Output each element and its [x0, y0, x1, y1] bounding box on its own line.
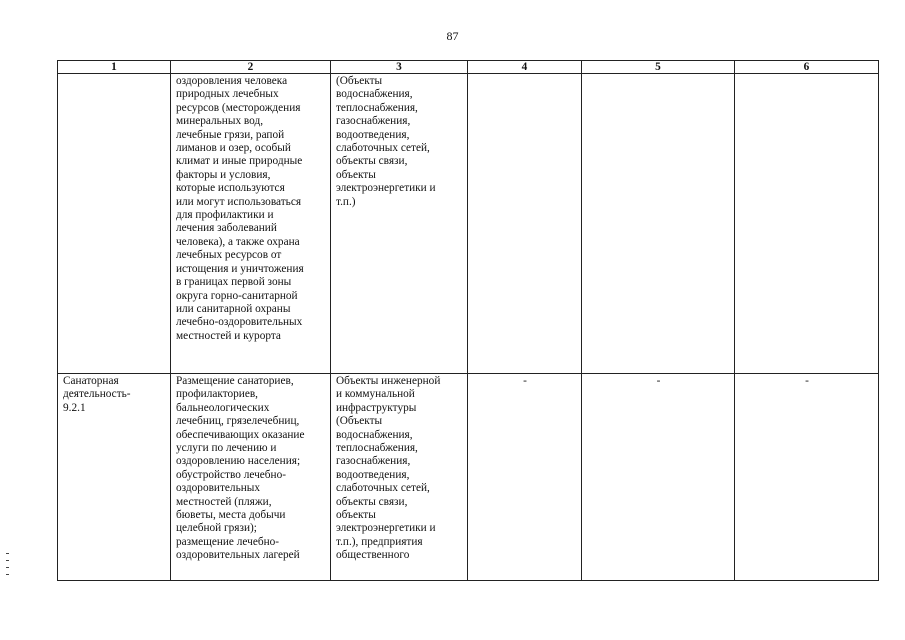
header-col-6: 6	[735, 61, 879, 74]
cell-text-line: минеральных вод,	[176, 115, 264, 128]
cell-text-line: лечебниц, грязелечебниц,	[176, 415, 300, 428]
cell-text-line: Объекты инженерной	[336, 375, 441, 387]
cell-text-line: округа горно-санитарной	[176, 289, 298, 302]
cell-text-line: Размещение санаториев,	[176, 375, 294, 387]
cell-text-line: целебной грязи);	[176, 522, 257, 535]
cell-text-line: оздоровительных лагерей	[176, 549, 300, 562]
cell-text-line: слаботочных сетей,	[336, 142, 430, 155]
cell-text-line: для профилактики и	[176, 209, 274, 222]
cell-text-line: электроэнергетики и	[336, 182, 436, 195]
row2-zone-name-cell	[58, 374, 171, 581]
cell-text-line: лечебные грязи, рапой	[176, 128, 285, 141]
cell-text-line: оздоровлению населения;	[176, 455, 301, 468]
header-col-3: 3	[331, 61, 468, 74]
cell-text-line: водоотведения,	[336, 128, 410, 141]
cell-text-line: слаботочных сетей,	[336, 482, 430, 495]
cell-text-line: в границах первой зоны	[176, 276, 292, 289]
cell-text-line: бюветы, места добычи	[176, 509, 286, 522]
row1-col3-cell	[331, 74, 468, 374]
cell-text-line: инфраструктуры	[336, 401, 417, 414]
header-row	[58, 61, 879, 74]
cell-text-line: газоснабжения,	[336, 455, 411, 468]
cell-text-line: обустройство лечебно-	[176, 468, 286, 481]
header-col-2: 2	[171, 61, 331, 74]
row2-objects-cell	[331, 374, 468, 581]
cell-text-line: водоотведения,	[336, 468, 410, 481]
cell-text-line: т.п.)	[336, 195, 356, 208]
cell-text-line: которые используются	[176, 182, 285, 195]
cell-text-line: бальнеологических	[176, 401, 270, 414]
row2-col5-dash: -	[582, 374, 735, 581]
cell-text-line: местностей (пляжи,	[176, 495, 272, 508]
cell-text-line: теплоснабжения,	[336, 442, 418, 455]
cell-text-line: природных лечебных	[176, 88, 279, 101]
cell-text-line: ресурсов (месторождения	[176, 101, 301, 114]
cell-text-line: газоснабжения,	[336, 115, 411, 128]
cell-text-line: профилакториев,	[176, 388, 259, 401]
cell-text-line: размещение лечебно-	[176, 535, 280, 548]
cell-text-line: лечения заболеваний	[176, 222, 277, 235]
cell-text-line: электроэнергетики и	[336, 522, 436, 535]
cell-text-line: лечебно-оздоровительных	[176, 316, 303, 329]
cell-text-line: (Объекты	[336, 75, 383, 87]
row1-col6-cell	[735, 74, 879, 374]
header-col-4: 4	[468, 61, 582, 74]
table-row	[58, 374, 879, 581]
cell-text-line: оздоровительных	[176, 482, 261, 495]
cell-text-line: (Объекты	[336, 415, 383, 428]
cell-text-line: общественного	[336, 549, 410, 562]
cell-text-line: или санитарной охраны	[176, 302, 291, 315]
row2-description-cell	[171, 374, 331, 581]
row1-col2-cell	[171, 74, 331, 374]
row2-col6-dash: -	[735, 374, 879, 581]
cell-text-line: и коммунальной	[336, 388, 415, 401]
cell-text-line: водоснабжения,	[336, 88, 413, 101]
cell-text-line: лечебных ресурсов от	[176, 249, 282, 262]
cell-text-line: Санаторная	[63, 375, 119, 387]
row1-col1-cell	[58, 74, 171, 374]
cell-text-line: деятельность-	[63, 388, 131, 401]
cell-text-line: т.п.), предприятия	[336, 535, 423, 548]
page-number: 87	[446, 29, 459, 43]
cell-text-line: местностей и курорта	[176, 329, 281, 342]
cell-text-line: лиманов и озер, особый	[176, 142, 291, 155]
row1-col4-cell	[468, 74, 582, 374]
cell-text-line: обеспечивающих оказание	[176, 428, 305, 441]
cell-text-line: теплоснабжения,	[336, 101, 418, 114]
cell-text-line: объекты	[336, 168, 376, 181]
header-col-1: 1	[58, 61, 171, 74]
cell-text-line: оздоровления человека	[176, 75, 288, 87]
cell-text-line: факторы и условия,	[176, 168, 271, 181]
cell-text-line: человека), а также охрана	[176, 235, 300, 248]
land-use-table	[57, 60, 879, 581]
row2-col4-dash: -	[468, 374, 582, 581]
cell-text-line: объекты связи,	[336, 155, 408, 168]
row1-col5-cell	[582, 74, 735, 374]
header-col-5: 5	[582, 61, 735, 74]
cell-text-line: климат и иные природные	[176, 155, 303, 168]
cell-text-line: объекты связи,	[336, 495, 408, 508]
margin-scan-marks	[6, 553, 9, 581]
cell-text-line: истощения и уничтожения	[176, 262, 304, 275]
table-row	[58, 74, 879, 374]
cell-text-line: водоснабжения,	[336, 428, 413, 441]
cell-text-line: или могут использоваться	[176, 195, 302, 208]
cell-text-line: 9.2.1	[63, 401, 86, 414]
cell-text-line: услуги по лечению и	[176, 442, 277, 455]
cell-text-line: объекты	[336, 509, 376, 522]
